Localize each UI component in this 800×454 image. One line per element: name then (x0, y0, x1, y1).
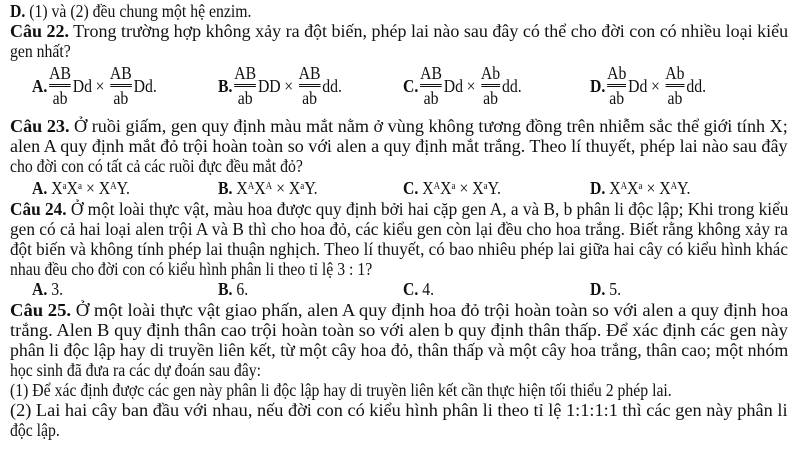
numerator: AB (49, 63, 71, 83)
genotype-part: X (627, 178, 639, 198)
fraction-bar (607, 84, 626, 87)
statement-2-cont (10, 420, 60, 440)
option-value: 5. (605, 279, 622, 299)
question-22-line (10, 21, 788, 41)
genotype-part: X (609, 178, 621, 198)
genotype: Dd (72, 75, 93, 96)
genotype: dd. (501, 75, 522, 96)
allele-superscript: A (265, 181, 273, 192)
genotype-part: X (66, 178, 79, 198)
answer-option[interactable] (590, 178, 690, 198)
allele-superscript: A (110, 181, 117, 192)
question-text: (2) Lai hai cây ban đầu với nhau, nếu đời con có kiểu hình phân li theo tỉ lệ 1:1:1:1 thì các gen này phân li (10, 400, 788, 420)
question-text: gen có cả hai loại alen trội A và B thì cho hoa đỏ, các kiểu gen còn lại đều cho hoa trắng. Biết rằng không xảy ra (10, 219, 788, 239)
fraction-bar (49, 84, 71, 87)
genotype-part: × X (272, 178, 301, 198)
question-text: gen nhất? (10, 41, 71, 61)
genotype: Dd (628, 75, 648, 96)
question-text: đột biến và không tính phép lai thuận nghịch. Theo lí thuyết, có bao nhiêu phép lai giữa hai cây có kiểu hình khác (10, 239, 788, 259)
allele-superscript: a (638, 181, 643, 192)
option-d-prev (10, 1, 251, 21)
answer-option[interactable] (590, 63, 706, 108)
cross-sign: × (284, 75, 294, 96)
genotype-part: × X (82, 178, 111, 198)
allele-superscript: A (670, 181, 678, 192)
denominator: ab (113, 88, 129, 108)
allele-superscript: A (433, 181, 441, 192)
numerator: AB (109, 63, 132, 83)
numerator: AB (420, 63, 442, 83)
answer-option[interactable] (218, 178, 318, 198)
allele-superscript: a (78, 181, 83, 192)
option-label: B. (218, 75, 233, 96)
option-label: C. (403, 75, 419, 96)
question-23-line (10, 116, 788, 136)
option-label: C. (403, 178, 419, 198)
allele-superscript: a (451, 181, 456, 192)
option-label: D. (590, 178, 606, 198)
question-text: học sinh đã đưa ra các dự đoán sau đây: (10, 360, 262, 380)
genotype: dd. (686, 75, 707, 96)
allele-superscript: a (483, 181, 488, 192)
denominator: ab (237, 88, 253, 108)
denominator: ab (483, 88, 498, 108)
denominator: ab (52, 88, 68, 108)
question-text: nhau đều cho đời con có kiểu hình phân li theo tỉ lệ 3 : 1? (10, 259, 373, 279)
answer-option[interactable] (32, 279, 63, 299)
question-text: Ở ruồi giấm, gen quy định màu mắt nằm ở vùng không tương đồng trên nhiễm sắc thể giới tính X; (69, 116, 788, 136)
genotype: DD (257, 75, 281, 96)
option-label: A. (32, 75, 48, 96)
option-label: A. (32, 279, 48, 299)
genotype-part: × X (642, 178, 671, 198)
genotype: dd. (322, 75, 342, 96)
genotype-part: X (440, 178, 452, 198)
option-label: C. (403, 279, 419, 299)
question-25-line (10, 300, 788, 320)
question-text: Trong trường hợp không xảy ra đột biến, phép lai nào sau đây có thể cho đời con có nhiều loại kiểu (68, 21, 789, 41)
question-label: Câu 22. (10, 21, 69, 41)
genotype-part: X (422, 178, 434, 198)
question-24-line (10, 219, 788, 239)
allele-superscript: A (620, 181, 628, 192)
cross-sign: × (95, 75, 105, 96)
genotype-part: Y. (677, 178, 691, 198)
answer-option[interactable] (403, 178, 501, 198)
option-label: D. (10, 1, 26, 21)
statement-2 (10, 400, 788, 420)
fraction-bar (665, 84, 684, 87)
question-text: cho đời con có tất cả các ruồi đực đều mắt đỏ? (10, 156, 303, 176)
fraction-bar (234, 84, 256, 87)
fraction (481, 63, 500, 108)
genotype-part: X (254, 178, 266, 198)
genotype: Dd (443, 75, 464, 96)
fraction-bar (110, 84, 132, 87)
denominator: ab (423, 88, 439, 108)
option-label: B. (218, 178, 233, 198)
question-23-line (10, 136, 788, 156)
fraction (234, 63, 256, 108)
question-24-line (10, 199, 788, 219)
cross-sign: × (651, 75, 660, 96)
numerator: AB (234, 63, 257, 83)
numerator: AB (298, 63, 321, 83)
option-label: A. (32, 178, 48, 198)
genotype-part: Y. (116, 178, 130, 198)
question-label: Câu 23. (10, 116, 70, 136)
allele-superscript: a (62, 181, 67, 192)
question-text: alen A quy định mắt đỏ trội hoàn toàn so với alen a quy định mắt trắng. Theo lí thuyết, phép lai nào sau đây (10, 136, 788, 156)
allele-superscript: A (247, 181, 255, 192)
fraction-bar (420, 84, 442, 87)
fraction-bar (299, 84, 321, 87)
fraction-bar (481, 84, 500, 87)
question-24-line (10, 259, 372, 279)
answer-option[interactable] (218, 279, 248, 299)
numerator: Ab (480, 63, 501, 83)
question-text: Ở một loài thực vật, màu hoa được quy định bởi hai cặp gen A, a và B, b phân li độc lập; Khi trong kiểu (66, 199, 789, 219)
option-value: 3. (47, 279, 64, 299)
denominator: ab (609, 88, 625, 108)
question-text: Ở một loài thực vật giao phấn, alen A quy định hoa đỏ trội hoàn toàn so với alen a quy định hoa (71, 300, 789, 320)
answer-option[interactable] (403, 63, 522, 108)
option-label: B. (218, 279, 233, 299)
fraction (420, 63, 442, 108)
statement-1 (10, 380, 672, 400)
question-24-line (10, 239, 788, 259)
cross-sign: × (466, 75, 476, 96)
question-label: Câu 25. (10, 300, 72, 320)
question-22-line (10, 41, 71, 61)
genotype-part: × X (455, 178, 484, 198)
answer-option[interactable] (32, 63, 157, 108)
numerator: Ab (665, 63, 685, 83)
option-label: D. (590, 75, 606, 96)
option-value: 6. (232, 279, 249, 299)
question-label: Câu 24. (10, 199, 67, 219)
question-text: trắng. Alen B quy định thân cao trội hoàn toàn so với alen b quy định thân thấp. Để xác định các gen này (10, 320, 788, 340)
fraction (665, 63, 684, 108)
option-text: (1) và (2) đều chung một hệ enzim. (25, 1, 252, 21)
genotype-part: X (51, 178, 63, 198)
answer-option[interactable] (403, 279, 434, 299)
fraction (110, 63, 132, 108)
question-text: phân li độc lập hay di truyền liên kết, từ một cây hoa đỏ, thân thấp và một cây hoa trắng, thân cao; một nhóm (10, 340, 789, 360)
fraction (607, 63, 626, 108)
question-text: độc lập. (10, 420, 60, 440)
genotype: Dd. (133, 75, 157, 96)
genotype-part: X (236, 178, 248, 198)
question-25-line (10, 360, 261, 380)
answer-option[interactable] (590, 279, 621, 299)
fraction (49, 63, 71, 108)
option-value: 4. (418, 279, 435, 299)
question-text: (1) Để xác định được các gen này phân li độc lập hay di truyền liên kết cần thực hiện tối thiểu 2 phép lai. (10, 380, 672, 400)
genotype-part: Y. (487, 178, 501, 198)
option-label: D. (590, 279, 606, 299)
answer-option[interactable] (32, 178, 130, 198)
answer-option[interactable] (218, 63, 342, 108)
denominator: ab (302, 88, 317, 108)
numerator: Ab (607, 63, 627, 83)
question-25-line (10, 320, 788, 340)
fraction (299, 63, 321, 108)
question-25-line (10, 340, 788, 360)
question-23-line (10, 156, 303, 176)
allele-superscript: a (300, 181, 305, 192)
genotype-part: Y. (304, 178, 318, 198)
denominator: ab (667, 88, 683, 108)
